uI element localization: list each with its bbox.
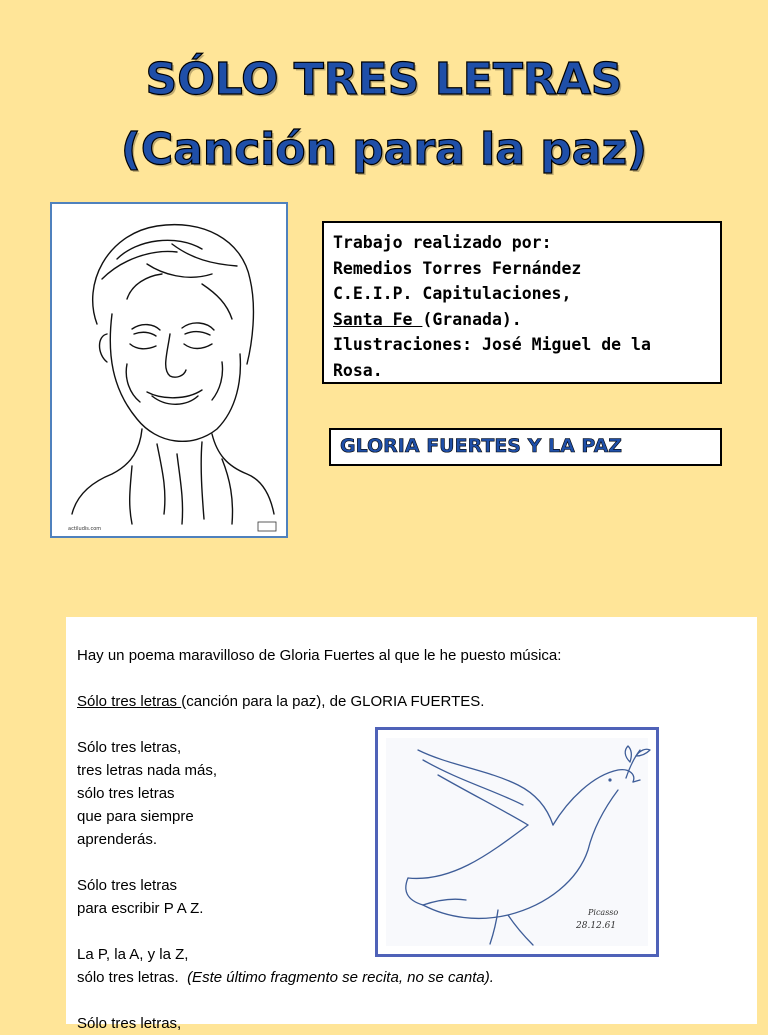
poem-line: aprenderás. xyxy=(77,831,158,848)
section-banner xyxy=(329,428,722,466)
dove-date: 28.12.61 xyxy=(576,921,617,931)
poem-line: Sólo tres letras, xyxy=(77,1015,182,1032)
portrait-image xyxy=(50,202,288,538)
poem-line: La P, la A, y la Z, xyxy=(77,946,189,963)
poem-note: (Este último fragmento se recita, no se canta). xyxy=(187,969,494,986)
poem-line: que para siempre xyxy=(77,808,194,825)
portrait-logo-text: actiludis.com xyxy=(68,526,102,532)
dove-icon xyxy=(378,730,656,954)
credits-location xyxy=(333,307,712,333)
poem-line: Sólo tres letras xyxy=(77,877,178,894)
section-banner-text: GLORIA FUERTES Y LA PAZ xyxy=(340,435,623,457)
gloria-fuertes-portrait-icon xyxy=(52,204,286,536)
dove-signature: Picasso xyxy=(588,908,619,917)
credits-line: Trabajo realizado por: xyxy=(333,233,552,252)
credits-illustrations: Ilustraciones: José Miguel de la xyxy=(333,335,651,354)
credits-town: Santa Fe xyxy=(333,309,423,329)
credits-illustrations-cont: Rosa. xyxy=(333,360,383,380)
page-title: SÓLO TRES LETRAS xyxy=(145,54,623,105)
poem-line: para escribir P A Z. xyxy=(77,900,204,917)
credits-school: C.E.I.P. Capitulaciones, xyxy=(333,284,572,303)
poem-line xyxy=(77,966,757,989)
poem-ref-rest: (canción para la paz), de GLORIA FUERTES. xyxy=(181,693,485,710)
poem-title-ref: Sólo tres letras xyxy=(77,693,182,710)
page-subtitle: (Canción para la paz) xyxy=(120,124,648,175)
credits-box xyxy=(322,221,722,384)
poem-line: Sólo tres letras, xyxy=(77,739,182,756)
poem-line: tres letras nada más, xyxy=(77,762,218,779)
poem-intro: Hay un poema maravilloso de Gloria Fuertes al que le he puesto música: xyxy=(77,647,562,664)
credits-province: (Granada). xyxy=(422,309,522,329)
credits-author: Remedios Torres Fernández xyxy=(333,258,582,278)
dove-image xyxy=(375,727,659,957)
poem-line-text: sólo tres letras. xyxy=(77,969,179,986)
poem-line: sólo tres letras xyxy=(77,785,175,802)
poem-reference xyxy=(77,690,757,713)
